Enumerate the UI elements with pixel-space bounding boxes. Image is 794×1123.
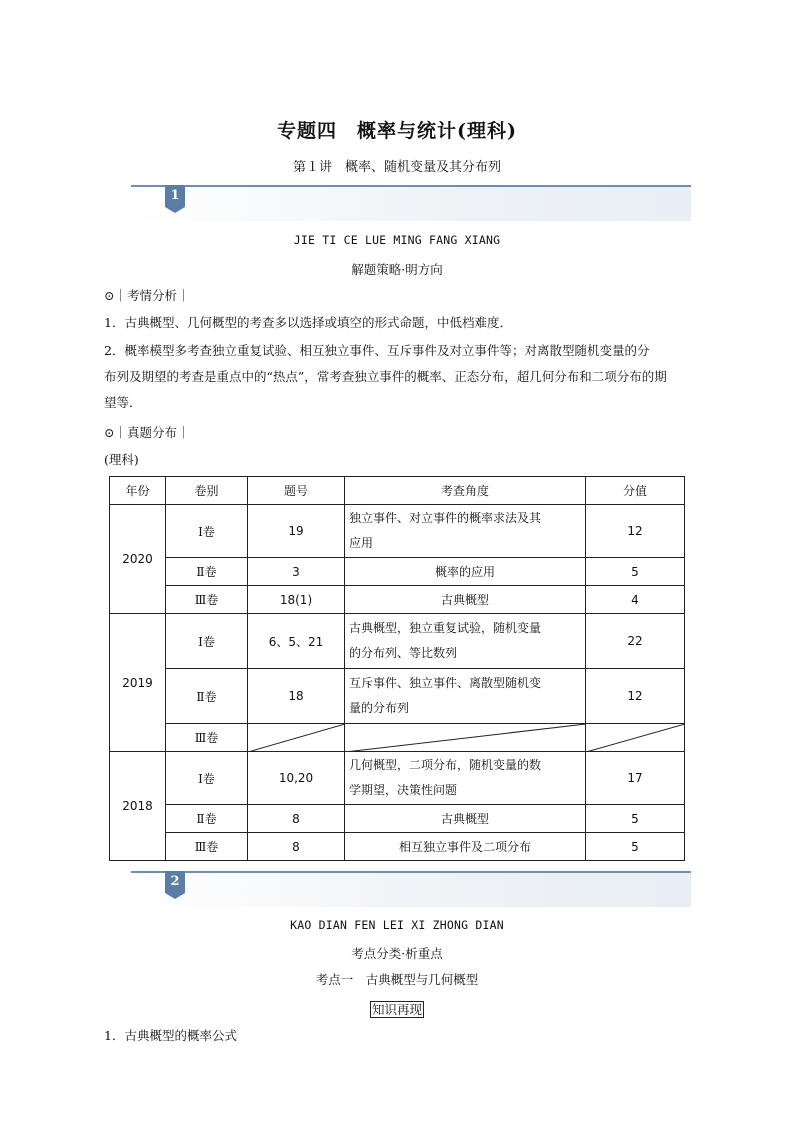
table-row <box>110 505 685 558</box>
section-number: 1 <box>170 188 180 203</box>
empty-diagonal-cell <box>248 724 345 752</box>
analysis-paragraph-2-line-2: 布列及期望的考查是重点中的“热点”，常考查独立事件的概率、正态分布，超几何分布和二项分布的期 <box>104 369 667 384</box>
paper-cell: Ⅰ卷 <box>166 614 248 669</box>
year-cell: 2018 <box>110 752 166 861</box>
exam-analysis-label: ⊙｜考情分析｜ <box>104 288 190 303</box>
topic-cell: 相互独立事件及二项分布 <box>345 833 586 861</box>
diagonal-line <box>345 724 586 752</box>
table-row <box>110 669 685 724</box>
score-cell: 17 <box>586 752 685 805</box>
header-paper: 卷别 <box>166 477 248 505</box>
section-number: 2 <box>170 874 180 889</box>
paper-cell: Ⅱ卷 <box>166 805 248 833</box>
question-cell: 18(1) <box>248 586 345 614</box>
topic-line: 几何概型，二项分布，随机变量的数 <box>349 758 542 772</box>
table-row <box>110 833 685 861</box>
paper-cell: Ⅱ卷 <box>166 558 248 586</box>
topic-line: 学期望，决策性问题 <box>349 783 458 797</box>
diagonal-line <box>248 724 345 752</box>
paper-cell: Ⅲ卷 <box>166 833 248 861</box>
section-pinyin: JIE TI CE LUE MING FANG XIANG <box>293 233 501 247</box>
question-cell: 8 <box>248 805 345 833</box>
question-cell: 19 <box>248 505 345 558</box>
analysis-paragraph-2-line-3: 望等． <box>104 395 142 410</box>
table-row <box>110 805 685 833</box>
question-cell: 8 <box>248 833 345 861</box>
question-cell: 3 <box>248 558 345 586</box>
question-cell: 6、5、21 <box>248 614 345 669</box>
topic-cell <box>345 505 586 558</box>
section-band-2 <box>131 871 691 907</box>
section-pinyin: KAO DIAN FEN LEI XI ZHONG DIAN <box>290 918 504 932</box>
topic-line: 的分布列、等比数列 <box>349 646 458 660</box>
topic-cell <box>345 752 586 805</box>
topic-line: 古典概型，独立重复试验，随机变量 <box>349 621 542 635</box>
empty-diagonal-cell <box>345 724 586 752</box>
score-cell: 22 <box>586 614 685 669</box>
paper-cell: Ⅱ卷 <box>166 669 248 724</box>
section-heading: 考点分类·析重点 <box>351 946 443 961</box>
score-cell: 5 <box>586 558 685 586</box>
topic-cell: 概率的应用 <box>345 558 586 586</box>
topic-cell: 古典概型 <box>345 586 586 614</box>
header-score: 分值 <box>586 477 685 505</box>
analysis-paragraph-1: 1．古典概型、几何概型的考查多以选择或填空的形式命题，中低档难度． <box>104 315 512 330</box>
score-cell: 12 <box>586 505 685 558</box>
score-cell: 5 <box>586 833 685 861</box>
header-question-no: 题号 <box>248 477 345 505</box>
diagonal-line <box>586 724 685 752</box>
section-band-1 <box>131 185 691 221</box>
table-header-row <box>110 477 685 505</box>
topic-heading: 考点一 古典概型与几何概型 <box>315 972 479 987</box>
paper-cell: Ⅲ卷 <box>166 724 248 752</box>
item-1: 1．古典概型的概率公式 <box>104 1028 237 1043</box>
paper-cell: Ⅲ卷 <box>166 586 248 614</box>
score-cell: 12 <box>586 669 685 724</box>
real-exam-label: ⊙｜真题分布｜ <box>104 425 190 440</box>
paper-cell: Ⅰ卷 <box>166 505 248 558</box>
page-subtitle: 第１讲 概率、随机变量及其分布列 <box>292 160 501 175</box>
topic-line: 独立事件、对立事件的概率求法及其 <box>349 511 542 525</box>
table-row <box>110 558 685 586</box>
band-rule <box>131 871 691 873</box>
table-row <box>110 724 685 752</box>
topic-line: 互斥事件、独立事件、离散型随机变 <box>349 676 542 690</box>
score-cell: 4 <box>586 586 685 614</box>
exam-distribution-table <box>109 476 685 861</box>
table-row <box>110 752 685 805</box>
score-cell: 5 <box>586 805 685 833</box>
question-cell: 18 <box>248 669 345 724</box>
topic-cell: 古典概型 <box>345 805 586 833</box>
year-cell: 2019 <box>110 614 166 752</box>
paper-cell: Ⅰ卷 <box>166 752 248 805</box>
header-year: 年份 <box>110 477 166 505</box>
topic-line: 应用 <box>349 536 374 550</box>
analysis-paragraph-2-line-1: 2．概率模型多考查独立重复试验、相互独立事件、互斥事件及对立事件等；对离散型随机变量的分 <box>104 343 650 358</box>
knowledge-recall-box: 知识再现 <box>371 1002 422 1017</box>
topic-cell <box>345 614 586 669</box>
section-heading: 解题策略·明方向 <box>351 262 443 277</box>
topic-cell <box>345 669 586 724</box>
question-cell: 10,20 <box>248 752 345 805</box>
page-title: 专题四 概率与统计(理科) <box>277 120 517 142</box>
empty-diagonal-cell <box>586 724 685 752</box>
science-note: (理科) <box>104 452 139 467</box>
table-row <box>110 586 685 614</box>
band-rule <box>131 185 691 187</box>
knowledge-recall-box-wrap <box>0 999 794 1018</box>
header-topic: 考查角度 <box>345 477 586 505</box>
table-row <box>110 614 685 669</box>
topic-line: 量的分布列 <box>349 701 410 715</box>
year-cell: 2020 <box>110 505 166 614</box>
